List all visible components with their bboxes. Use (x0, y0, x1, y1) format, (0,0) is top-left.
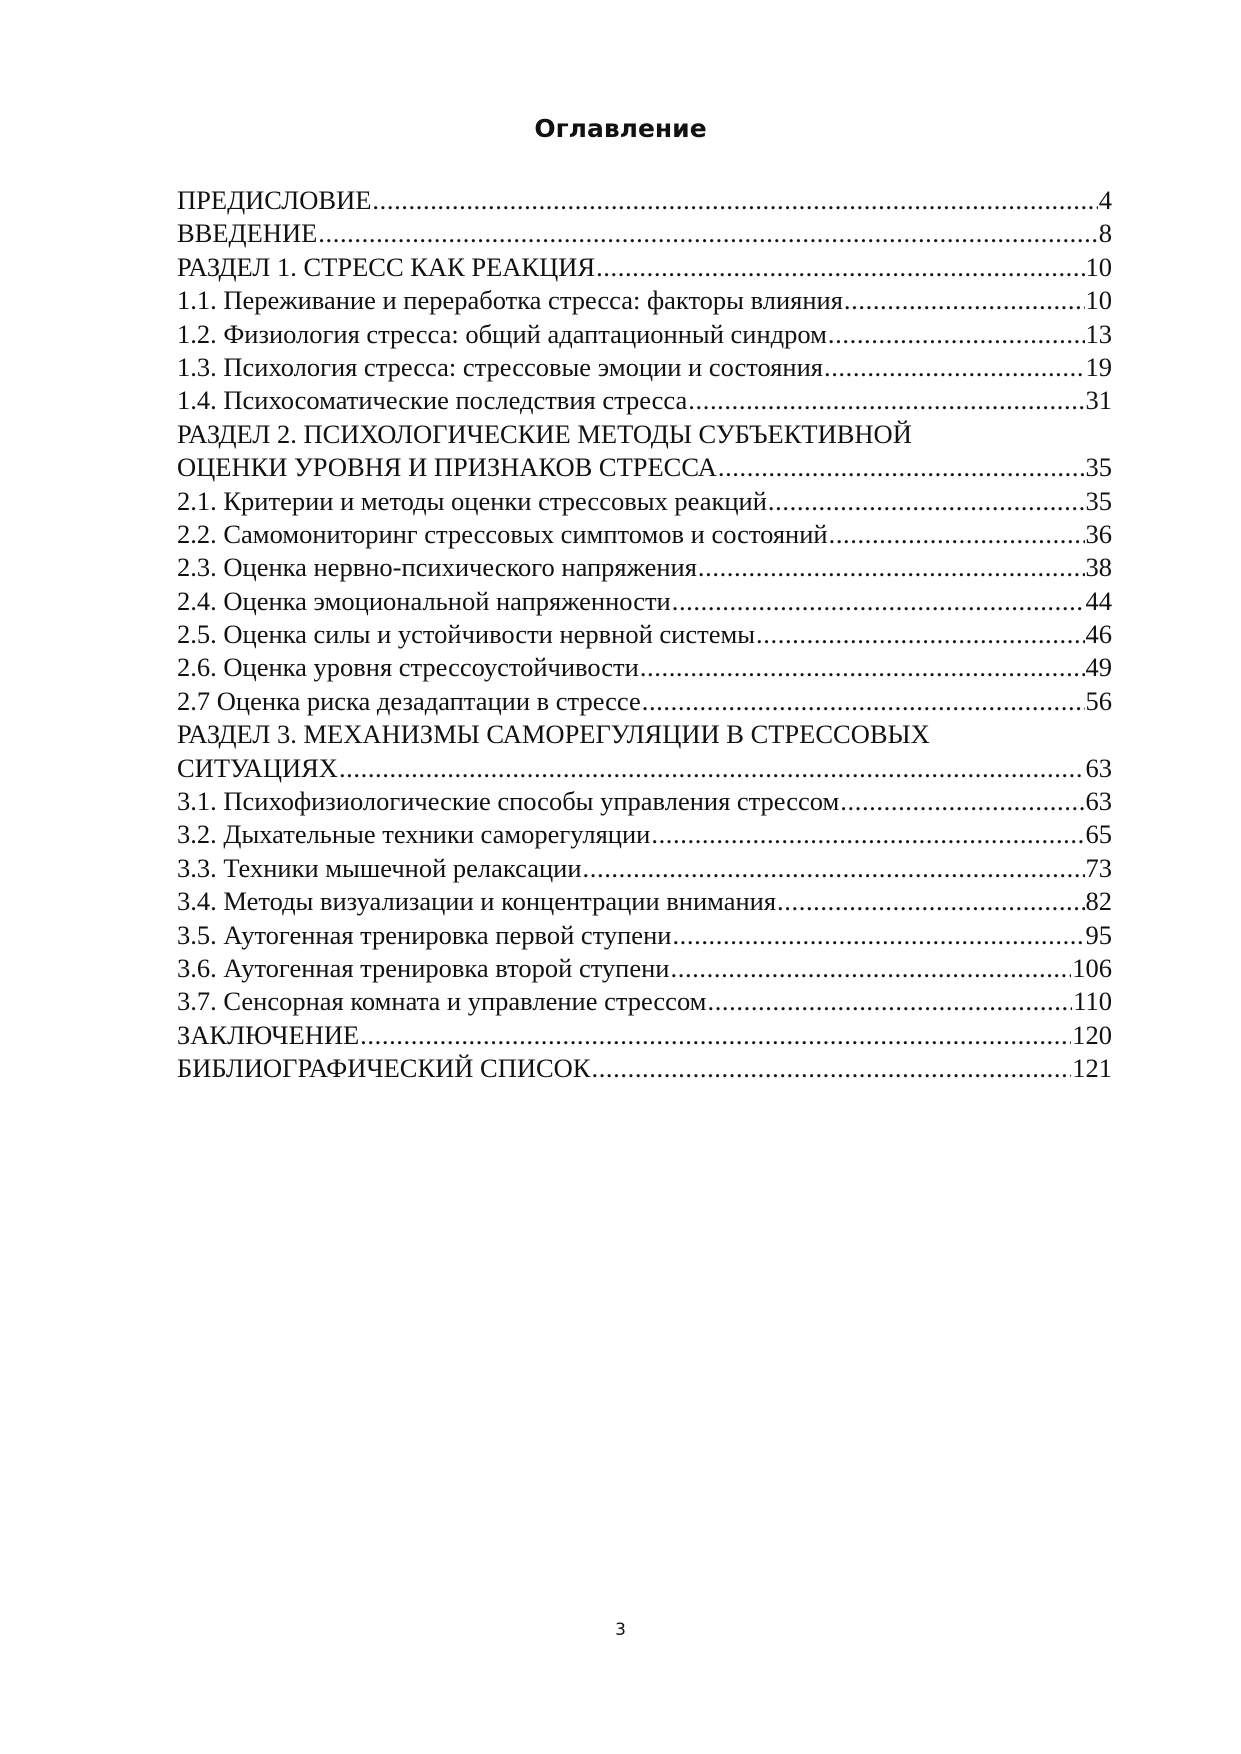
dot-leader (824, 351, 1085, 384)
toc-entry-page: 19 (1085, 351, 1112, 382)
toc-entry-text: 2.2. Самомониторинг стрессовых симптомов и состояний (177, 518, 828, 549)
toc-entry-page: 8 (1098, 218, 1112, 249)
dot-leader (688, 384, 1084, 417)
toc-entry[interactable] (177, 318, 1112, 351)
toc-entry-text: 3.4. Методы визуализации и концентрации внимания (177, 886, 777, 917)
dot-leader (651, 818, 1084, 851)
toc-entry-text: 3.7. Сенсорная комната и управление стрессом (177, 986, 707, 1017)
toc-entry[interactable] (177, 351, 1112, 384)
dot-leader (756, 618, 1084, 651)
dot-leader (718, 451, 1085, 484)
dot-leader (372, 184, 1097, 217)
toc-entry-text: 2.6. Оценка уровня стрессоустойчивости (177, 652, 639, 683)
toc-entry[interactable] (177, 985, 1112, 1018)
toc-entry-text: РАЗДЕЛ 3. МЕХАНИЗМЫ САМОРЕГУЛЯЦИИ В СТРЕССОВЫХ (177, 719, 930, 750)
toc-entry-text: 1.3. Психология стресса: стрессовые эмоции и состояния (177, 351, 823, 382)
toc-entry-page: 35 (1085, 485, 1112, 516)
toc-entry[interactable] (177, 251, 1112, 284)
toc-title: Оглавление (534, 114, 707, 143)
toc-entry[interactable] (177, 184, 1112, 217)
dot-leader (777, 885, 1084, 918)
toc-entry-page: 65 (1085, 819, 1112, 850)
dot-leader (671, 952, 1072, 985)
page-number: 3 (615, 1620, 626, 1640)
toc-entry-text: СИТУАЦИЯХ (177, 752, 338, 783)
toc-entry[interactable] (177, 518, 1112, 551)
toc-entry-page: 35 (1085, 452, 1112, 483)
toc-entry-page: 46 (1085, 619, 1112, 650)
dot-leader (339, 752, 1085, 785)
toc-entry-text: 1.1. Переживание и переработка стресса: факторы влияния (177, 285, 843, 316)
toc-entry-page: 4 (1098, 185, 1112, 215)
toc-entry-page: 63 (1085, 752, 1112, 783)
toc-entry-text: РАЗДЕЛ 1. СТРЕСС КАК РЕАКЦИЯ (177, 251, 596, 282)
toc-entry-text: ВВЕДЕНИЕ (177, 218, 318, 249)
dot-leader (828, 318, 1085, 351)
dot-leader (583, 852, 1085, 885)
dot-leader (840, 785, 1084, 818)
toc-entry-page: 63 (1085, 786, 1112, 817)
dot-leader (707, 985, 1072, 1018)
toc-entry-page: 82 (1085, 886, 1112, 917)
toc-entry-text: 2.5. Оценка силы и устойчивости нервной системы (177, 619, 756, 650)
toc-entry-text: ОЦЕНКИ УРОВНЯ И ПРИЗНАКОВ СТРЕССА (177, 452, 717, 483)
toc-entry-text: БИБЛИОГРАФИЧЕСКИЙ СПИСОК (177, 1053, 591, 1084)
toc-entry-page: 106 (1072, 952, 1112, 983)
toc-entry-text: 2.3. Оценка нервно-психического напряжения (177, 552, 697, 583)
toc-entry[interactable] (177, 785, 1112, 818)
toc-entry-page: 56 (1085, 685, 1112, 716)
toc-entry-page: 38 (1085, 552, 1112, 583)
toc-entry-first-line[interactable] (177, 418, 1112, 451)
toc-entry[interactable] (177, 551, 1112, 584)
toc-entry[interactable] (177, 852, 1112, 885)
toc-entry[interactable] (177, 885, 1112, 918)
dot-leader (698, 551, 1085, 584)
toc-entry[interactable] (177, 651, 1112, 684)
dot-leader (360, 1019, 1071, 1052)
toc-entry[interactable] (177, 284, 1112, 317)
toc-entry[interactable] (177, 919, 1112, 952)
toc-entry-text: 1.4. Психосоматические последствия стресса (177, 385, 688, 416)
toc-entry[interactable] (177, 1019, 1112, 1052)
toc-entry[interactable] (177, 451, 1112, 484)
dot-leader (642, 685, 1085, 718)
toc-entry-text: 3.6. Аутогенная тренировка второй ступени (177, 952, 670, 983)
toc-entry[interactable] (177, 618, 1112, 651)
toc-entry-page: 95 (1085, 919, 1112, 950)
toc-entry[interactable] (177, 217, 1112, 250)
toc-entry-text: 2.7 Оценка риска дезадаптации в стрессе (177, 685, 641, 716)
dot-leader (672, 585, 1085, 618)
toc-entry-page: 10 (1085, 285, 1112, 316)
toc-entry-page: 13 (1085, 318, 1112, 349)
toc-entry-text: 3.3. Техники мышечной релаксации (177, 852, 582, 883)
toc-entry-page: 10 (1085, 251, 1112, 282)
toc-entry[interactable] (177, 685, 1112, 718)
dot-leader (844, 284, 1085, 317)
toc-entry-page: 121 (1072, 1053, 1112, 1084)
dot-leader (591, 1052, 1071, 1085)
toc-entry-text: РАЗДЕЛ 2. ПСИХОЛОГИЧЕСКИЕ МЕТОДЫ СУБЪЕКТИВНОЙ (177, 418, 912, 449)
toc-entry-text: 3.2. Дыхательные техники саморегуляции (177, 819, 651, 850)
toc-entry[interactable] (177, 1052, 1112, 1085)
toc-entry-text: 3.1. Психофизиологические способы управления стрессом (177, 786, 840, 817)
toc-entry[interactable] (177, 585, 1112, 618)
toc-entry-page: 120 (1072, 1019, 1112, 1050)
dot-leader (596, 251, 1084, 284)
dot-leader (768, 485, 1085, 518)
toc-entry[interactable] (177, 818, 1112, 851)
toc-entry-text: ЗАКЛЮЧЕНИЕ (177, 1019, 360, 1050)
toc-entry-first-line[interactable] (177, 718, 1112, 751)
toc-entry[interactable] (177, 752, 1112, 785)
toc-entry-text: 2.4. Оценка эмоциональной напряженности (177, 585, 671, 616)
toc-entry-page: 73 (1085, 852, 1112, 883)
toc-entry-text: 3.5. Аутогенная тренировка первой ступени (177, 919, 672, 950)
toc-entry-text: ПРЕДИСЛОВИЕ (177, 185, 372, 215)
table-of-contents (177, 184, 1112, 1086)
toc-entry[interactable] (177, 952, 1112, 985)
toc-entry-page: 31 (1085, 385, 1112, 416)
dot-leader (318, 217, 1097, 250)
dot-leader (829, 518, 1085, 551)
toc-entry-page: 49 (1085, 652, 1112, 683)
dot-leader (672, 919, 1084, 952)
toc-entry-text: 1.2. Физиология стресса: общий адаптационный синдром (177, 318, 827, 349)
toc-entry[interactable] (177, 485, 1112, 518)
toc-entry-page: 44 (1085, 585, 1112, 616)
dot-leader (640, 651, 1085, 684)
toc-entry-page: 36 (1085, 518, 1112, 549)
toc-entry[interactable] (177, 384, 1112, 417)
toc-entry-text: 2.1. Критерии и методы оценки стрессовых реакций (177, 485, 767, 516)
toc-entry-page: 110 (1073, 986, 1112, 1017)
